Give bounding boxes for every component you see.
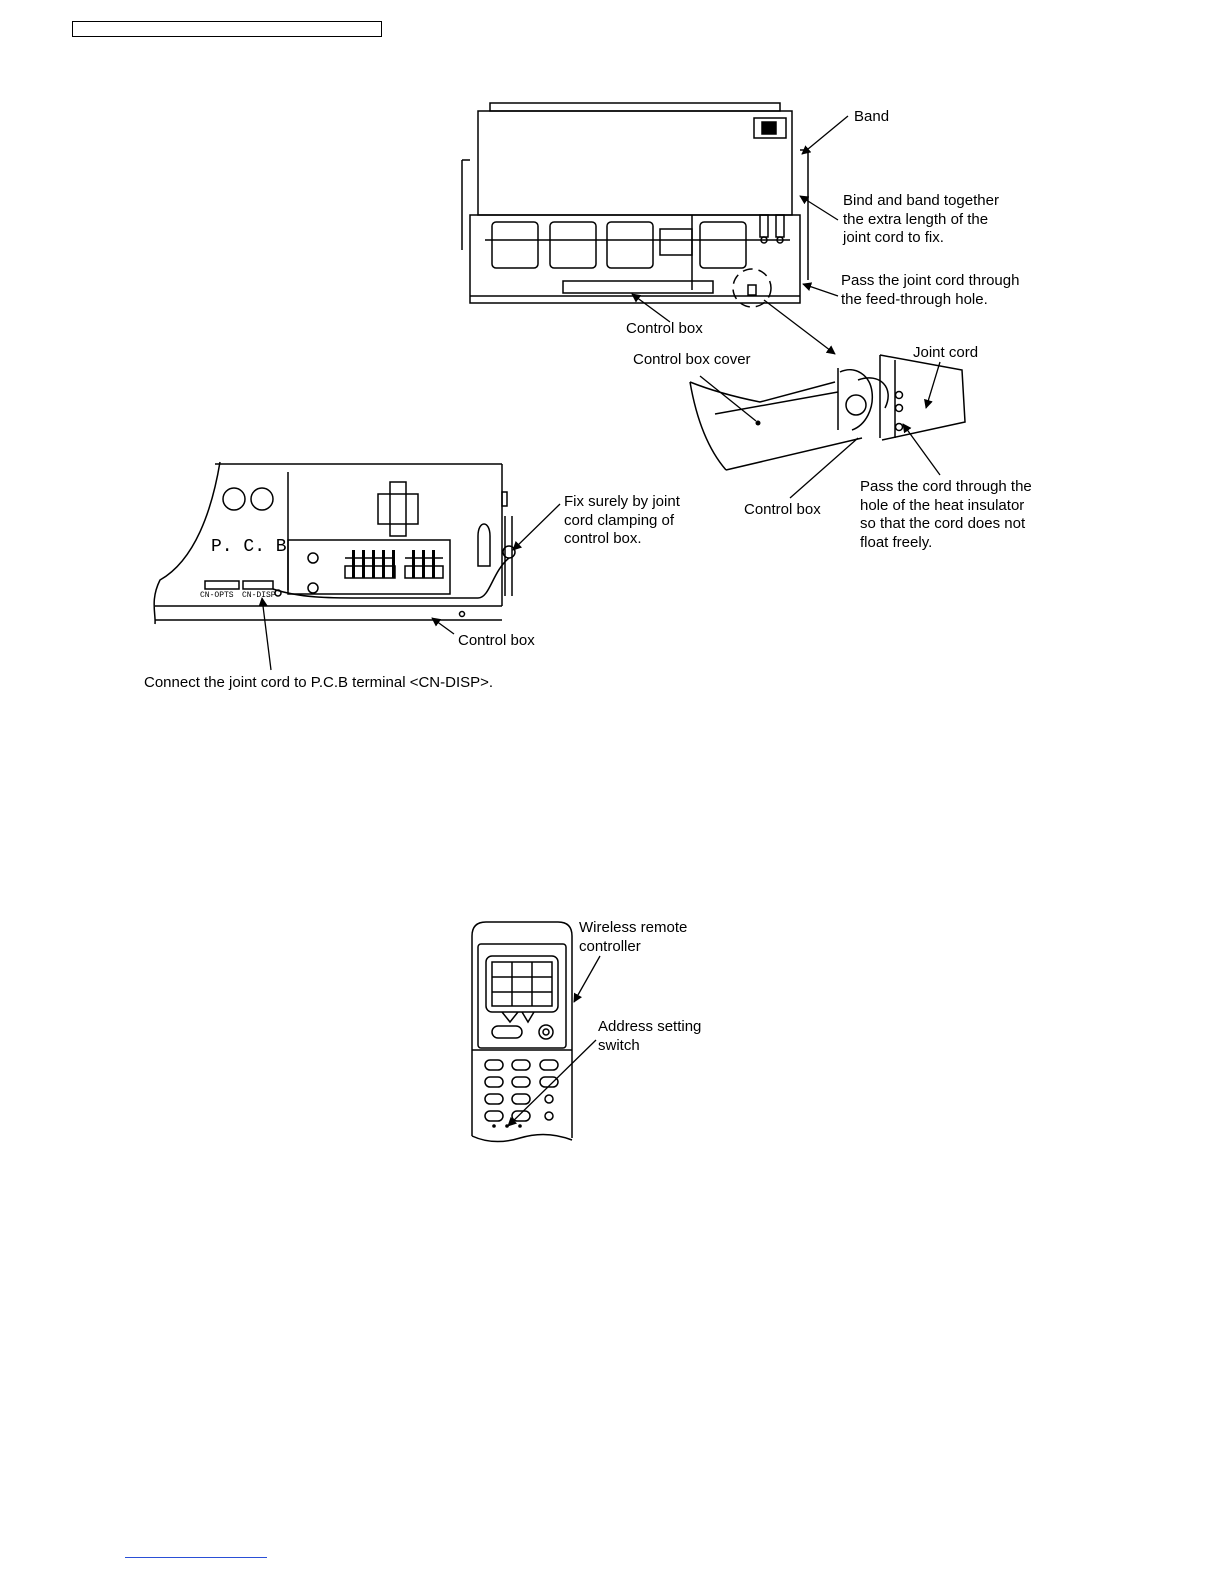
indoor-unit-drawing (462, 103, 808, 307)
label-address-switch: Address setting switch (598, 1018, 702, 1054)
label-band: Band (854, 108, 890, 125)
remote-dots (492, 1124, 522, 1128)
footer-link-underline (125, 1557, 267, 1558)
label-control-box-cover: Control box cover (633, 351, 751, 368)
label-control-box-unit: Control box (626, 320, 703, 337)
label-wireless-remote: Wireless remote controller (579, 919, 688, 955)
pcb-terminal-marks (352, 550, 435, 578)
label-pass-feed-through: Pass the joint cord through the feed-through hole. (841, 272, 1020, 308)
label-bind-band: Bind and band together the extra length of the joint cord to fix. (843, 192, 999, 246)
label-connect-joint-cord: Connect the joint cord to P.C.B terminal <CN-DISP>. (144, 674, 494, 691)
pcb-connector-2: CN-DISP (242, 591, 276, 600)
label-fix-surely: Fix surely by joint cord clamping of control box. (564, 493, 680, 547)
label-control-box-pcb: Control box (458, 632, 535, 649)
pcb-connector-1: CN-OPTS (200, 591, 234, 600)
label-joint-cord: Joint cord (913, 344, 979, 361)
cover-point (756, 421, 761, 426)
remote-controller-drawing (472, 922, 572, 1142)
label-pass-insulator: Pass the cord through the hole of the heat insulator so that the cord does not float freely. (860, 478, 1032, 551)
pcb-board-text: P. C. B (211, 537, 287, 557)
remote-leader-lines (508, 956, 600, 1126)
label-control-box-cover-fig: Control box (744, 501, 821, 518)
unit-leader-lines (632, 116, 848, 354)
